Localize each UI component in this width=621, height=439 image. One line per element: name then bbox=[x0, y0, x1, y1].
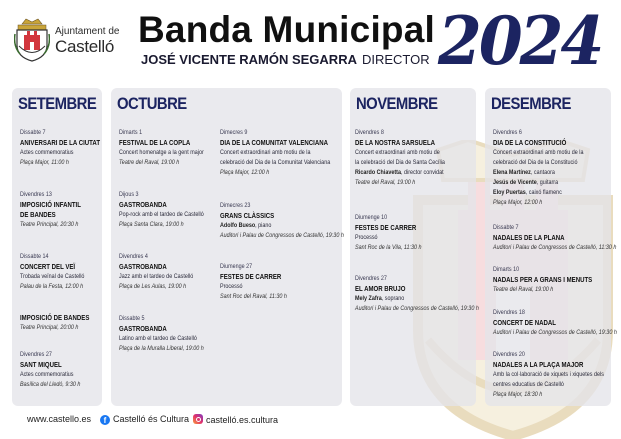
performer-role: , director convidat bbox=[400, 169, 444, 176]
event-name: NADALS PER A GRANS I MENUTS bbox=[493, 275, 593, 284]
event-performer bbox=[493, 188, 590, 198]
event-day: Dijous 3 bbox=[119, 191, 139, 198]
event-item bbox=[493, 308, 617, 338]
event-day: Divendres 18 bbox=[493, 309, 525, 316]
event-item bbox=[119, 190, 219, 230]
event-name: IMPOSICIÓ DE BANDES bbox=[20, 313, 90, 322]
event-item bbox=[119, 252, 219, 292]
event-name: CONCERT DE NADAL bbox=[493, 318, 556, 327]
month-title: OCTUBRE bbox=[117, 95, 187, 113]
instagram-icon bbox=[193, 414, 203, 424]
website-link[interactable]: www.castello.es bbox=[27, 414, 92, 424]
event-location: Teatre del Raval, 19:00 h bbox=[355, 179, 416, 186]
event-name: FESTES DE CARRER bbox=[355, 223, 417, 232]
event-name: GRANS CLÀSSICS bbox=[220, 211, 275, 220]
event-name: DIA DE LA CONSTITUCIÓ bbox=[493, 138, 567, 147]
event-day: Dissabte 7 bbox=[493, 224, 519, 231]
performer-role: , soprano bbox=[381, 295, 405, 302]
event-name: CONCERT DEL VEÏ bbox=[20, 262, 76, 271]
page-title: Banda Municipal bbox=[138, 9, 435, 50]
performer-name: Ricardo Chiavetta bbox=[355, 169, 401, 176]
event-day: Divendres 20 bbox=[493, 351, 525, 358]
event-desc: la celebració del Dia de Santa Cecília bbox=[355, 159, 445, 166]
event-item bbox=[493, 223, 617, 253]
event-item bbox=[220, 128, 340, 178]
performer-name: Jesús de Vicente bbox=[493, 179, 537, 186]
event-day: Divendres 27 bbox=[355, 275, 387, 282]
event-day: Diumenge 27 bbox=[220, 263, 253, 270]
event-performer bbox=[493, 168, 590, 178]
event-location: Sant Roc del Raval, 11:30 h bbox=[220, 293, 287, 300]
event-item bbox=[20, 128, 100, 168]
event-desc: Jazz amb el tardeo de Castelló bbox=[119, 273, 194, 280]
performer-role: , guitarra bbox=[536, 179, 559, 186]
event-day: Divendres 13 bbox=[20, 191, 52, 198]
event-desc: celebració del Dia de la Constitució bbox=[493, 159, 578, 166]
event-desc: Trobada veïnal de Castelló bbox=[20, 273, 85, 280]
event-name: FESTIVAL DE LA COPLA bbox=[119, 138, 191, 147]
event-day: Dimecres 9 bbox=[220, 129, 248, 136]
month-panel-desembre bbox=[485, 88, 617, 406]
event-desc: Concert extraordinari amb motiu de la bbox=[493, 149, 584, 156]
event-item bbox=[355, 213, 475, 253]
event-location: Teatre Principal, 20:00 h bbox=[20, 324, 79, 331]
performer-role: , piano bbox=[255, 222, 272, 229]
event-name: DE LA NOSTRA SARSUELA bbox=[355, 138, 436, 147]
org-name-line2: Castelló bbox=[55, 37, 115, 56]
event-item bbox=[220, 201, 344, 241]
event-location: Teatre del Raval, 19:00 h bbox=[493, 286, 554, 293]
event-desc: Processó bbox=[220, 283, 243, 290]
event-location: Auditori i Palau de Congressos de Castelló, 19:30 h bbox=[493, 329, 617, 336]
event-name: GASTROBANDA bbox=[119, 324, 167, 333]
event-performer bbox=[220, 221, 318, 231]
event-item bbox=[493, 350, 611, 400]
month-title: DESEMBRE bbox=[491, 95, 571, 113]
performer-name: Elena Martínez bbox=[493, 169, 531, 176]
event-desc: celebració del Dia de la Comunitat Valenciana bbox=[220, 159, 331, 166]
month-title: SETEMBRE bbox=[18, 95, 97, 113]
director-name: JOSÉ VICENTE RAMÓN SEGARRA bbox=[141, 52, 357, 67]
event-location: Teatre del Raval, 19:00 h bbox=[119, 159, 180, 166]
event-location: Auditori i Palau de Congressos de Castelló, 19:30 h bbox=[220, 232, 344, 239]
event-name: GASTROBANDA bbox=[119, 200, 167, 209]
coat-of-arms-icon bbox=[14, 18, 50, 62]
facebook-link[interactable] bbox=[100, 414, 189, 425]
event-day: Divendres 8 bbox=[355, 129, 384, 136]
event-name: DE BANDES bbox=[20, 210, 56, 219]
event-name: DIA DE LA COMUNITAT VALENCIANA bbox=[220, 138, 328, 147]
event-item bbox=[119, 314, 219, 354]
event-item bbox=[355, 274, 479, 314]
instagram-label: castelló.es.cultura bbox=[206, 415, 279, 425]
event-location: Sant Roc de la Vila, 11:30 h bbox=[355, 244, 422, 251]
event-name: ANIVERSARI DE LA CIUTAT bbox=[20, 138, 101, 147]
event-name: GASTROBANDA bbox=[119, 262, 167, 271]
event-location: Plaça de Les Aulas, 19:00 h bbox=[119, 283, 187, 290]
performer-role: , caixó flamenc bbox=[525, 189, 562, 196]
event-item bbox=[493, 265, 611, 295]
event-location: Plaça Major, 12:00 h bbox=[220, 169, 270, 176]
event-item bbox=[20, 190, 100, 230]
event-day: Divendres 6 bbox=[493, 129, 522, 136]
event-item bbox=[355, 128, 475, 188]
event-location: Basílica del Lledó, 9:30 h bbox=[20, 381, 81, 388]
year-label: 2024 bbox=[438, 2, 602, 80]
month-panel-setembre bbox=[12, 88, 102, 406]
event-location: Palau de la Festa, 12:00 h bbox=[20, 283, 84, 290]
event-name: NADALES DE LA PLANA bbox=[493, 233, 565, 242]
event-item bbox=[119, 128, 219, 168]
event-name: EL AMOR BRUJO bbox=[355, 284, 406, 293]
event-name: FESTES DE CARRER bbox=[220, 272, 282, 281]
event-desc: centres educatius de Castelló bbox=[493, 381, 564, 388]
event-desc: Actes commemoratius bbox=[20, 149, 74, 156]
event-item bbox=[20, 350, 100, 390]
event-desc: Concert homenatge a la gent major bbox=[119, 149, 204, 156]
event-desc: Concert extraordinari amb motiu de bbox=[355, 149, 440, 156]
event-location: Auditori i Palau de Congressos de Castelló, 19:30 h bbox=[355, 305, 479, 312]
event-day: Diumenge 10 bbox=[355, 214, 388, 221]
event-location: Plaça Santa Clara, 19:00 h bbox=[119, 221, 184, 228]
event-performer bbox=[493, 178, 590, 188]
performer-role: , cantaora bbox=[530, 169, 555, 176]
event-performer bbox=[355, 168, 453, 178]
event-location: Plaça Major, 18:30 h bbox=[493, 391, 543, 398]
event-day: Dissabte 5 bbox=[119, 315, 145, 322]
event-location: Plaça Major, 12:00 h bbox=[493, 199, 543, 206]
facebook-label: Castelló és Cultura bbox=[113, 414, 190, 424]
event-day: Divendres 27 bbox=[20, 351, 52, 358]
event-day: Dissabte 7 bbox=[20, 129, 46, 136]
org-name-line1: Ajuntament de bbox=[55, 26, 120, 37]
event-day: Dissabte 14 bbox=[20, 253, 49, 260]
event-desc: Amb la col·laboració de xiquets i xiquetes dels bbox=[493, 371, 604, 378]
event-item bbox=[220, 262, 340, 302]
event-location: Plaça de la Muralla Liberal, 19:00 h bbox=[119, 345, 204, 352]
month-panel-novembre bbox=[350, 88, 479, 406]
event-desc: Latino amb el tardeo de Castelló bbox=[119, 335, 197, 342]
event-performer bbox=[355, 294, 453, 304]
performer-name: Adolfo Bueso bbox=[220, 222, 256, 229]
event-desc: Processó bbox=[355, 234, 378, 241]
director-line bbox=[141, 52, 430, 67]
month-panel-octubre bbox=[111, 88, 342, 406]
event-name: IMPOSICIÓ INFANTIL bbox=[20, 200, 81, 209]
castello-logo bbox=[12, 16, 127, 66]
director-role: DIRECTOR bbox=[361, 52, 430, 67]
performer-name: Mely Zafra bbox=[355, 295, 382, 302]
instagram-link[interactable] bbox=[193, 414, 278, 425]
event-desc: Actes commemoratius bbox=[20, 371, 74, 378]
event-location: Teatre Principal, 20:30 h bbox=[20, 221, 79, 228]
event-day: Divendres 4 bbox=[119, 253, 148, 260]
month-title: NOVEMBRE bbox=[356, 95, 438, 113]
event-desc: Pop-rock amb el tardeo de Castelló bbox=[119, 211, 204, 218]
event-location: Auditori i Palau de Congressos de Castelló, 11:30 h bbox=[493, 244, 617, 251]
event-location: Plaça Major, 11:00 h bbox=[20, 159, 69, 166]
event-day: Dimecres 23 bbox=[220, 202, 251, 209]
event-item bbox=[20, 313, 100, 333]
event-desc: Concert extraordinari amb motiu de la bbox=[220, 149, 311, 156]
event-name: SANT MIQUEL bbox=[20, 360, 62, 369]
event-day: Dimarts 10 bbox=[493, 266, 520, 273]
event-item bbox=[20, 252, 100, 292]
event-day: Dimarts 1 bbox=[119, 129, 143, 136]
event-name: NADALES A LA PLAÇA MAJOR bbox=[493, 360, 584, 369]
event-item bbox=[493, 128, 611, 208]
facebook-icon: f bbox=[100, 415, 110, 425]
performer-name: Eloy Puertas bbox=[493, 189, 526, 196]
